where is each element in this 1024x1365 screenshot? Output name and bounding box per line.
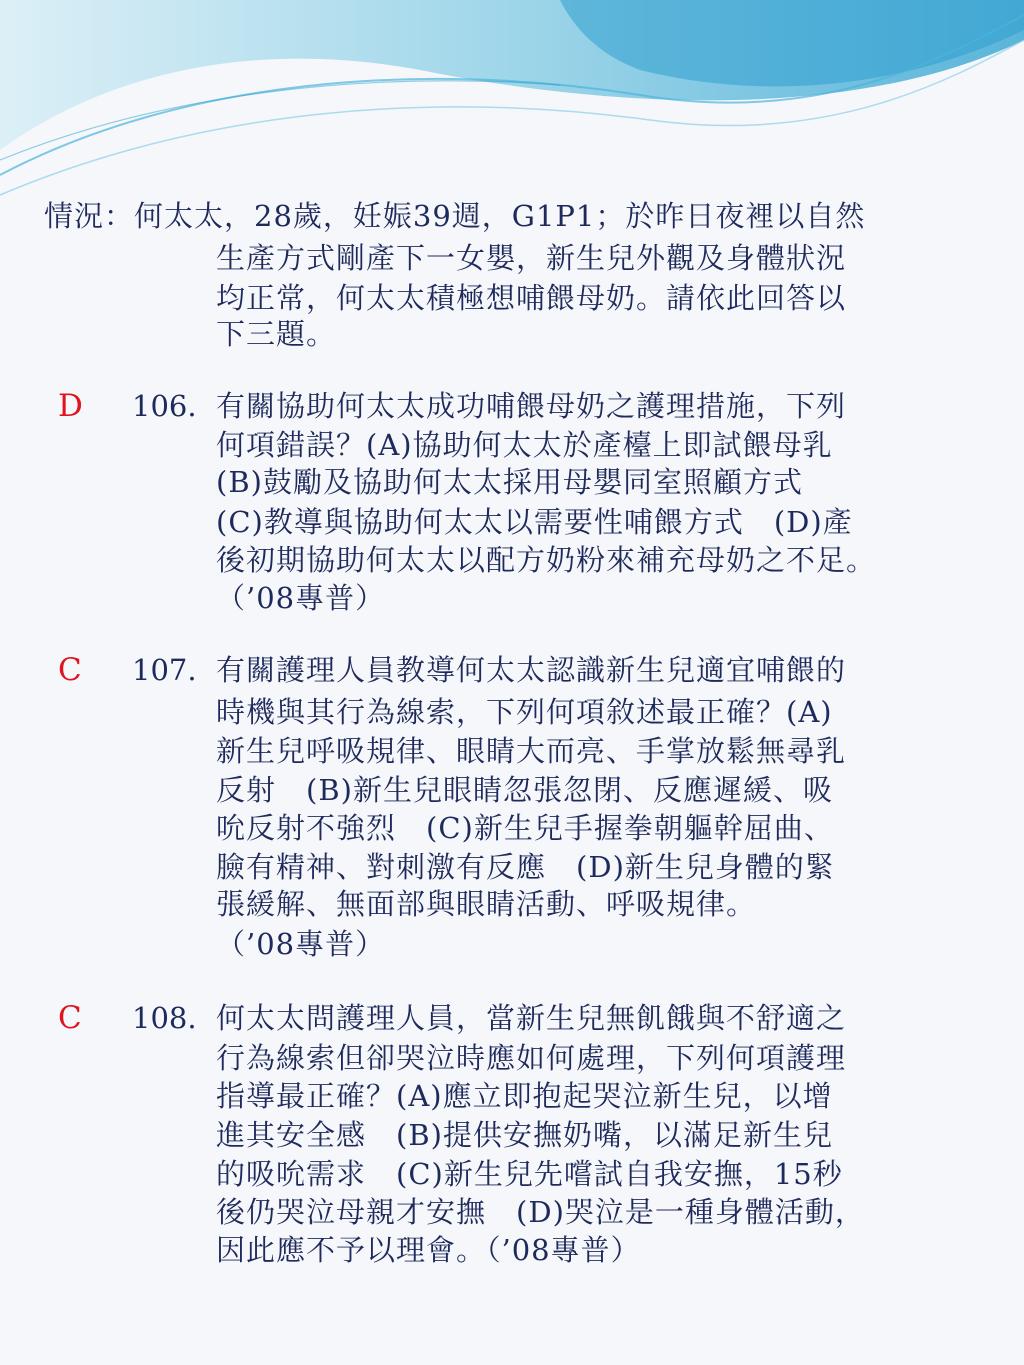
answer-letter: D (58, 388, 83, 424)
question-line: 有關協助何太太成功哺餵母奶之護理措施，下列 (216, 389, 847, 423)
answer-letter: C (58, 1000, 82, 1036)
question-line: 後初期協助何太太以配方奶粉來補充母奶之不足。 (216, 543, 877, 577)
question-number: 108. (132, 1001, 197, 1035)
situation-line-1: 情況：何太太，28歲，妊娠39週，G1P1；於昨日夜裡以自然 (44, 199, 866, 233)
question-line: 行為線索但卻哭泣時應如何處理，下列何項護理 (216, 1041, 847, 1075)
question-line: (C)教導與協助何太太以需要性哺餵方式 (D)產 (216, 505, 853, 539)
situation-line-2: 生產方式剛產下一女嬰，新生兒外觀及身體狀況 (216, 241, 847, 275)
question-number: 107. (132, 653, 197, 687)
question-line: 新生兒呼吸規律、眼睛大而亮、手掌放鬆無尋乳 (216, 734, 847, 768)
answer-letter: C (58, 652, 82, 688)
question-line: 後仍哭泣母親才安撫 (D)哭泣是一種身體活動， (216, 1195, 865, 1229)
situation-line-4: 下三題。 (216, 317, 337, 351)
question-line: 時機與其行為線索，下列何項敘述最正確？(A) (216, 695, 833, 729)
question-line: (B)鼓勵及協助何太太採用母嬰同室照顧方式 (216, 465, 803, 499)
question-line: 指導最正確？(A)應立即抱起哭泣新生兒，以增 (216, 1079, 833, 1113)
question-number: 106. (132, 389, 197, 423)
question-line: 何項錯誤？(A)協助何太太於產檯上即試餵母乳 (216, 428, 833, 462)
question-line: 何太太問護理人員，當新生兒無飢餓與不舒適之 (216, 1001, 847, 1035)
question-line: （’08專普） (216, 927, 386, 961)
question-line: （’08專普） (216, 581, 386, 615)
question-line: 張緩解、無面部與眼睛活動、呼吸規律。 (216, 887, 757, 921)
question-line: 的吸吮需求 (C)新生兒先嚐試自我安撫，15秒 (216, 1157, 843, 1191)
question-line: 反射 (B)新生兒眼睛忽張忽閉、反應遲緩、吸 (216, 773, 833, 807)
question-line: 臉有精神、對刺激有反應 (D)新生兒身體的緊 (216, 850, 835, 884)
situation-line-3: 均正常，何太太積極想哺餵母奶。請依此回答以 (216, 281, 847, 315)
question-line: 有關護理人員教導何太太認識新生兒適宜哺餵的 (216, 653, 847, 687)
question-line: 因此應不予以理會。（’08專普） (216, 1233, 641, 1267)
question-line: 吮反射不強烈 (C)新生兒手握拳朝軀幹屈曲、 (216, 811, 834, 845)
question-line: 進其安全感 (B)提供安撫奶嘴，以滿足新生兒 (216, 1118, 833, 1152)
